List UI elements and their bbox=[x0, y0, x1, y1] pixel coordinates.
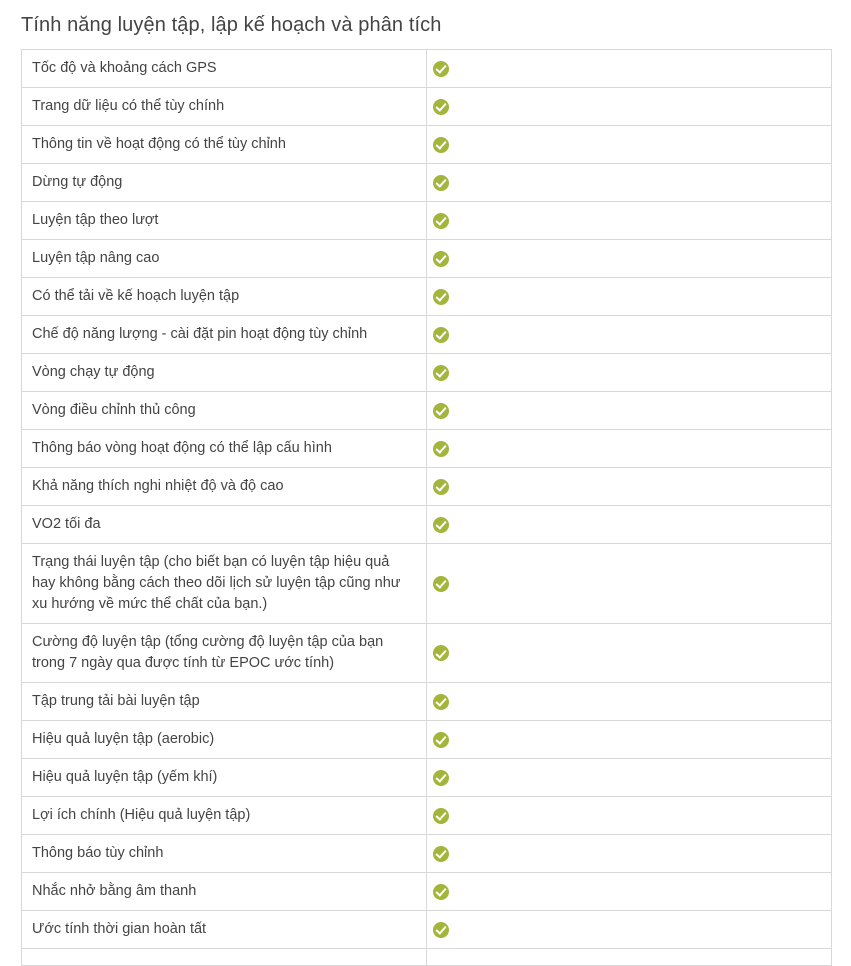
feature-support-cell bbox=[427, 88, 832, 126]
check-circle-icon bbox=[433, 576, 449, 592]
table-row bbox=[22, 683, 832, 721]
table-row bbox=[22, 278, 832, 316]
table-row bbox=[22, 88, 832, 126]
table-row bbox=[22, 202, 832, 240]
check-circle-icon bbox=[433, 645, 449, 661]
check-circle-icon bbox=[433, 61, 449, 77]
table-row bbox=[22, 835, 832, 873]
feature-support-cell bbox=[427, 50, 832, 88]
section-title: Tính năng luyện tập, lập kế hoạch và phân tích bbox=[21, 14, 442, 36]
feature-support-cell bbox=[427, 506, 832, 544]
table-row bbox=[22, 911, 832, 949]
table-row bbox=[22, 316, 832, 354]
feature-support-cell bbox=[427, 721, 832, 759]
feature-support-cell bbox=[427, 164, 832, 202]
check-circle-icon bbox=[433, 808, 449, 824]
table-row bbox=[22, 392, 832, 430]
feature-support-cell bbox=[427, 392, 832, 430]
table-row bbox=[22, 126, 832, 164]
table-row bbox=[22, 430, 832, 468]
feature-support-cell bbox=[427, 544, 832, 624]
feature-label: Thông báo tùy chỉnh bbox=[22, 835, 427, 873]
feature-support-cell bbox=[427, 683, 832, 721]
feature-support-cell bbox=[427, 202, 832, 240]
feature-label: Hiệu quả luyện tập (yếm khí) bbox=[22, 759, 427, 797]
feature-support-cell bbox=[427, 126, 832, 164]
feature-support-cell bbox=[427, 759, 832, 797]
table-row bbox=[22, 50, 832, 88]
table-row bbox=[22, 506, 832, 544]
check-circle-icon bbox=[433, 884, 449, 900]
table-row bbox=[22, 721, 832, 759]
check-circle-icon bbox=[433, 403, 449, 419]
feature-label: Vòng điều chỉnh thủ công bbox=[22, 392, 427, 430]
table-row bbox=[22, 468, 832, 506]
feature-label: Hiệu quả luyện tập (aerobic) bbox=[22, 721, 427, 759]
feature-support-cell bbox=[427, 468, 832, 506]
feature-support-cell bbox=[427, 240, 832, 278]
feature-label: VO2 tối đa bbox=[22, 506, 427, 544]
check-circle-icon bbox=[433, 327, 449, 343]
check-circle-icon bbox=[433, 846, 449, 862]
feature-support-cell bbox=[427, 873, 832, 911]
table-row bbox=[22, 164, 832, 202]
feature-support-cell bbox=[427, 278, 832, 316]
feature-label: Ước tính thời gian hoàn tất bbox=[22, 911, 427, 949]
check-circle-icon bbox=[433, 922, 449, 938]
feature-label: Luyện tập nâng cao bbox=[22, 240, 427, 278]
check-circle-icon bbox=[433, 365, 449, 381]
feature-label: Vòng chạy tự động bbox=[22, 354, 427, 392]
table-row bbox=[22, 624, 832, 683]
feature-label: Tốc độ và khoảng cách GPS bbox=[22, 50, 427, 88]
table-row bbox=[22, 797, 832, 835]
check-circle-icon bbox=[433, 770, 449, 786]
feature-label: Luyện tập theo lượt bbox=[22, 202, 427, 240]
feature-label: Có thể tải về kế hoạch luyện tập bbox=[22, 278, 427, 316]
feature-label: Trạng thái luyện tập (cho biết bạn có luyện tập hiệu quả hay không bằng cách theo dõi lịch sử luyện tập cũng như xu hướng về mức thể chất của bạn.) bbox=[22, 544, 427, 624]
feature-support-cell bbox=[427, 430, 832, 468]
feature-label: Cường độ luyện tập (tổng cường độ luyện tập của bạn trong 7 ngày qua được tính từ EPOC ước tính) bbox=[22, 624, 427, 683]
feature-label: Dừng tự động bbox=[22, 164, 427, 202]
feature-support-cell bbox=[427, 316, 832, 354]
table-row bbox=[22, 240, 832, 278]
check-circle-icon bbox=[433, 175, 449, 191]
check-circle-icon bbox=[433, 251, 449, 267]
check-circle-icon bbox=[433, 694, 449, 710]
feature-support-cell bbox=[427, 624, 832, 683]
feature-label: Thông báo vòng hoạt động có thể lập cấu hình bbox=[22, 430, 427, 468]
check-circle-icon bbox=[433, 213, 449, 229]
feature-support-cell bbox=[427, 797, 832, 835]
check-circle-icon bbox=[433, 479, 449, 495]
check-circle-icon bbox=[433, 137, 449, 153]
feature-support-cell bbox=[427, 835, 832, 873]
feature-support-cell bbox=[427, 354, 832, 392]
feature-label: Lợi ích chính (Hiệu quả luyện tập) bbox=[22, 797, 427, 835]
table-row bbox=[22, 759, 832, 797]
table-row bbox=[22, 873, 832, 911]
check-circle-icon bbox=[433, 517, 449, 533]
check-circle-icon bbox=[433, 99, 449, 115]
feature-support-cell bbox=[427, 911, 832, 949]
feature-label: Tập trung tải bài luyện tập bbox=[22, 683, 427, 721]
feature-label: Chế độ năng lượng - cài đặt pin hoạt động tùy chỉnh bbox=[22, 316, 427, 354]
check-circle-icon bbox=[433, 289, 449, 305]
check-circle-icon bbox=[433, 732, 449, 748]
table-row bbox=[22, 949, 832, 966]
feature-table bbox=[21, 49, 832, 966]
feature-label: Khả năng thích nghi nhiệt độ và độ cao bbox=[22, 468, 427, 506]
feature-label: Trang dữ liệu có thể tùy chính bbox=[22, 88, 427, 126]
feature-label: Nhắc nhở bằng âm thanh bbox=[22, 873, 427, 911]
feature-label bbox=[22, 949, 427, 966]
feature-label: Thông tin về hoạt động có thể tùy chỉnh bbox=[22, 126, 427, 164]
table-row bbox=[22, 544, 832, 624]
table-row bbox=[22, 354, 832, 392]
check-circle-icon bbox=[433, 441, 449, 457]
feature-support-cell bbox=[427, 949, 832, 966]
